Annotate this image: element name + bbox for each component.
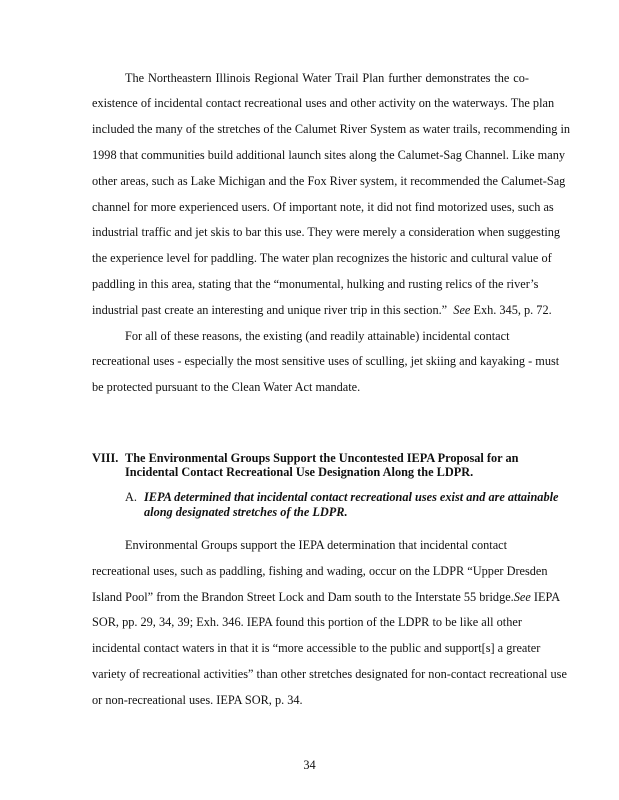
subheading-line: along designated stretches of the LDPR.: [144, 505, 348, 519]
section-title-line: The Environmental Groups Support the Uncontested IEPA Proposal for an: [125, 451, 519, 465]
text-line: [92, 303, 552, 317]
text-line: SOR, pp. 29, 34, 39; Exh. 346. IEPA found this portion of the LDPR to be like all other: [92, 615, 522, 629]
text-line: existence of incidental contact recreational uses and other activity on the waterways. The plan: [92, 96, 555, 110]
text-line: incidental contact waters in that it is “more accessible to the public and support[s] a greater: [92, 641, 541, 655]
text-line: recreational uses, such as paddling, fishing and wading, occur on the LDPR “Upper Dresden: [92, 564, 548, 578]
text-span: Island Pool” from the Brandon Street Lock and Dam south to the Interstate 55 bridge.: [92, 590, 514, 604]
text-line: For all of these reasons, the existing (and readily attainable) incidental contact: [125, 329, 510, 343]
citation: Exh. 345, p. 72.: [473, 303, 552, 317]
text-line: other areas, such as Lake Michigan and the Fox River system, it recommended the Calumet-Sag: [92, 174, 566, 188]
text-line: included the many of the stretches of the Calumet River System as water trails, recommending in: [92, 122, 571, 136]
section-title-line: Incidental Contact Recreational Use Designation Along the LDPR.: [125, 465, 474, 479]
citation-signal: See: [513, 590, 531, 604]
text-line: be protected pursuant to the Clean Water Act mandate.: [92, 380, 361, 394]
page-number: 34: [303, 758, 316, 772]
text-line: industrial traffic and jet skis to bar this use. They were merely a consideration when suggesting: [92, 225, 561, 239]
text-line: recreational uses - especially the most sensitive uses of sculling, jet skiing and kayaking - must: [92, 354, 560, 368]
section-number: VIII.: [92, 451, 119, 465]
citation-signal: See: [453, 303, 471, 317]
text-span: industrial past create an interesting and unique river trip in this section.”: [92, 303, 448, 317]
subheading-letter: A.: [125, 490, 137, 504]
text-line: [92, 590, 561, 604]
text-line: or non-recreational uses. IEPA SOR, p. 34.: [92, 693, 303, 707]
text-line: channel for more experienced users. Of important note, it did not find motorized uses, such as: [92, 200, 554, 214]
text-line: 1998 that communities build additional launch sites along the Calumet-Sag Channel. Like many: [92, 148, 565, 162]
text-line: variety of recreational activities” than other stretches designated for non-contact recreational use: [92, 667, 567, 681]
subheading-line: IEPA determined that incidental contact recreational uses exist and are attainable: [144, 490, 559, 504]
text-line: Environmental Groups support the IEPA determination that incidental contact: [125, 538, 508, 552]
text-line: the experience level for paddling. The water plan recognizes the historic and cultural value of: [92, 251, 552, 265]
citation: IEPA: [533, 590, 561, 604]
text-line: paddling in this area, stating that the “monumental, hulking and rusting relics of the river’s: [92, 277, 539, 291]
text-line: The Northeastern Illinois Regional Water Trail Plan further demonstrates the co-: [125, 71, 529, 85]
